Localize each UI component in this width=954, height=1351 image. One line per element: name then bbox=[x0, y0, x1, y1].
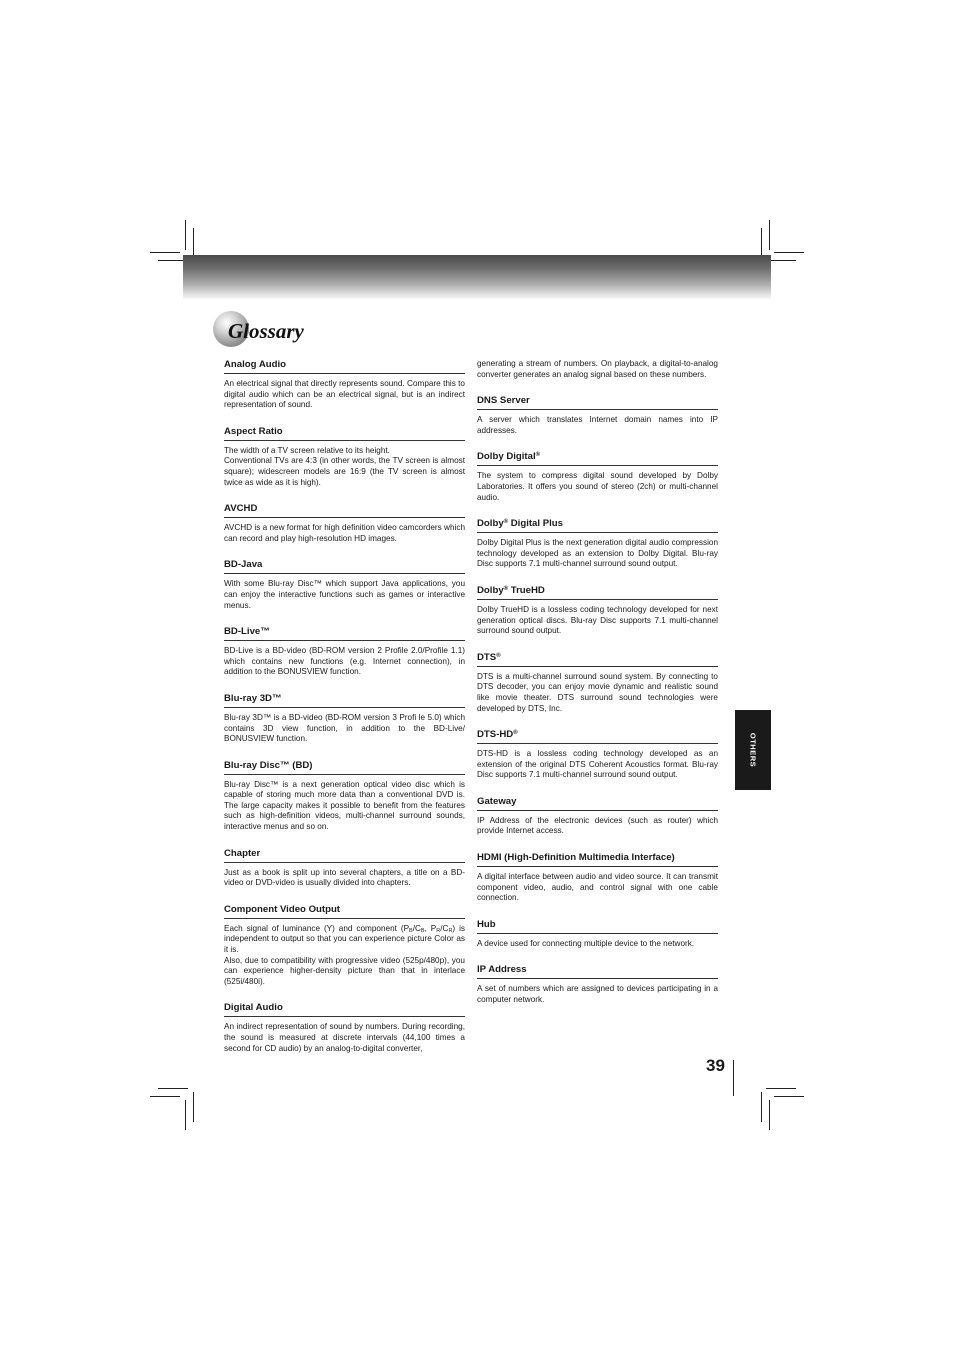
page-number-rule bbox=[733, 1060, 734, 1096]
right-column bbox=[477, 359, 718, 1021]
entry-title: BD-Java bbox=[224, 559, 465, 574]
glossary-entry bbox=[224, 426, 465, 488]
glossary-entry bbox=[224, 904, 465, 988]
entry-text: A digital interface between audio and video source. It can transmit component video, audio, and control signal with one cable connection. bbox=[477, 872, 718, 903]
glossary-entry bbox=[224, 760, 465, 833]
entry-text: Blu-ray Disc™ is a next generation optical video disc which is capable of storing much more data than a conventional DVD is. The large capacity makes it possible to benefit from the features such as high-definition videos, multi-channel surround sounds, interactive menus and so on. bbox=[224, 779, 465, 832]
glossary-entry bbox=[477, 585, 718, 637]
entry-title: HDMI (High-Definition Multimedia Interface) bbox=[477, 852, 718, 867]
entry-title: DNS Server bbox=[477, 395, 718, 410]
entry-text: IP Address of the electronic devices (such as router) which provide Internet access. bbox=[477, 815, 718, 836]
glossary-entry bbox=[224, 693, 465, 745]
entry-text: Blu-ray 3D™ is a BD-video (BD-ROM version 3 Profi le 5.0) which contains 3D view function, in addition to the BD-Live/ BONUSVIEW function. bbox=[224, 712, 465, 744]
entry-text: The system to compress digital sound developed by Dolby Laboratories. It offers you sound of stereo (2ch) or multi-channel audio. bbox=[477, 471, 718, 502]
glossary-entry bbox=[224, 1002, 465, 1054]
entry-title: DTS® bbox=[477, 652, 718, 667]
crop-mark bbox=[185, 220, 186, 250]
entry-title: Blu-ray 3D™ bbox=[224, 693, 465, 708]
glossary-entry bbox=[477, 451, 718, 503]
page-title: Glossary bbox=[228, 319, 304, 343]
entry-text: Conventional TVs are 4:3 (in other words, the TV screen is almost square); widescreen models are 16:9 (the TV screen is almost twice as wide as it is high). bbox=[224, 456, 465, 487]
crop-mark bbox=[766, 1088, 796, 1089]
entry-text: BD-Live is a BD-video (BD-ROM version 2 Profile 2.0/Profile 1.1) which contains new functions (e.g. Internet connection), in addition to the BONUSVIEW function. bbox=[224, 646, 465, 677]
entry-text: A server which translates Internet domain names into IP addresses. bbox=[477, 415, 718, 435]
page-number: 39 bbox=[706, 1056, 725, 1075]
crop-mark bbox=[774, 1096, 804, 1097]
entry-text: An electrical signal that directly represents sound. Compare this to digital audio which can be an electrical signal, but is an indirect representation of sound. bbox=[224, 379, 465, 410]
glossary-entry bbox=[477, 796, 718, 837]
crop-mark bbox=[761, 1092, 762, 1122]
crop-mark bbox=[193, 1092, 194, 1122]
entry-title: Component Video Output bbox=[224, 904, 465, 919]
glossary-entry bbox=[477, 852, 718, 904]
entry-text: DTS-HD is a lossless coding technology developed as an extension of the original DTS Coherent Acoustics format. Blu-ray Disc supports 7.1 multi-channel surround sound output. bbox=[477, 749, 718, 780]
crop-mark bbox=[185, 1100, 186, 1130]
entry-text: Dolby Digital Plus is the next generation digital audio compression technology developed as an extension to Dolby Digital. Blu-ray Disc supports 7.1 multi-channel surround sound output. bbox=[477, 538, 718, 569]
crop-mark bbox=[150, 1096, 180, 1097]
entry-text: Just as a book is split up into several chapters, a title on a BD-video or DVD-video is usually divided into chapters. bbox=[224, 867, 465, 888]
crop-mark bbox=[150, 252, 180, 253]
entry-text: Dolby TrueHD is a lossless coding technology developed for next generation optical discs. Blu-ray Disc supports 7.1 multi-channel surround sound output. bbox=[477, 604, 718, 636]
crop-mark bbox=[761, 228, 762, 258]
glossary-entry bbox=[224, 503, 465, 544]
glossary-entry bbox=[224, 626, 465, 678]
entry-text: AVCHD is a new format for high definition video camcorders which can record and play high-resolution HD images. bbox=[224, 523, 465, 543]
glossary-entry bbox=[224, 848, 465, 889]
entry-title: IP Address bbox=[477, 964, 718, 979]
glossary-entry bbox=[477, 395, 718, 436]
header-band bbox=[183, 255, 771, 299]
crop-mark bbox=[769, 1100, 770, 1130]
entry-title: Analog Audio bbox=[224, 359, 465, 374]
entry-title: AVCHD bbox=[224, 503, 465, 518]
entry-title: BD-Live™ bbox=[224, 626, 465, 641]
crop-mark bbox=[158, 1088, 188, 1089]
glossary-entry bbox=[477, 652, 718, 714]
glossary-entry bbox=[477, 919, 718, 950]
glossary-entry bbox=[224, 559, 465, 611]
entry-text: Each signal of luminance (Y) and component ($P_B/C_B$, $P_R/C_R$) is independent to output so that you can experience picture Color as it is. bbox=[224, 923, 465, 955]
entry-title: Aspect Ratio bbox=[224, 426, 465, 441]
crop-mark bbox=[193, 228, 194, 258]
crop-mark bbox=[769, 220, 770, 250]
entry-text: An indirect representation of sound by numbers. During recording, the sound is measured at discrete intervals (44,100 times a second for CD audio) by an analog-to-digital converter, bbox=[224, 1022, 465, 1053]
entry-title: Gateway bbox=[477, 796, 718, 811]
entry-title: Chapter bbox=[224, 848, 465, 863]
entry-title: Digital Audio bbox=[224, 1002, 465, 1017]
entry-title: Dolby Digital® bbox=[477, 451, 718, 466]
glossary-entry bbox=[477, 964, 718, 1005]
entry-text: A set of numbers which are assigned to devices participating in a computer network. bbox=[477, 984, 718, 1005]
entry-text: The width of a TV screen relative to its height. bbox=[224, 445, 390, 455]
entry-title: Dolby® Digital Plus bbox=[477, 518, 718, 533]
section-tab bbox=[735, 710, 771, 790]
entry-text: A device used for connecting multiple device to the network. bbox=[477, 938, 695, 948]
glossary-entry bbox=[477, 518, 718, 570]
entry-title: Blu-ray Disc™ (BD) bbox=[224, 760, 465, 775]
continued-text: generating a stream of numbers. On playback, a digital-to-analog converter generates an analog signal based on these numbers. bbox=[477, 359, 718, 379]
crop-mark bbox=[774, 252, 804, 253]
entry-title: Hub bbox=[477, 919, 718, 934]
entry-title: DTS-HD® bbox=[477, 729, 718, 744]
glossary-entry bbox=[224, 359, 465, 411]
glossary-entry bbox=[477, 729, 718, 781]
entry-title: Dolby® TrueHD bbox=[477, 585, 718, 600]
section-tab-label: OTHERS bbox=[748, 732, 758, 768]
entry-text: With some Blu-ray Disc™ which support Java applications, you can enjoy the interactive functions such as games or interactive menus. bbox=[224, 579, 465, 610]
entry-text: DTS is a multi-channel surround sound system. By connecting to DTS decoder, you can enjoy movie dynamic and realistic sound like movie theater. DTS surround sound technologies were developed by DTS, Inc. bbox=[477, 671, 718, 713]
left-column bbox=[224, 359, 465, 1069]
entry-text: Also, due to compatibility with progressive video (525p/480p), you can experience higher-density picture than that in interlace (525i/480i). bbox=[224, 955, 465, 986]
